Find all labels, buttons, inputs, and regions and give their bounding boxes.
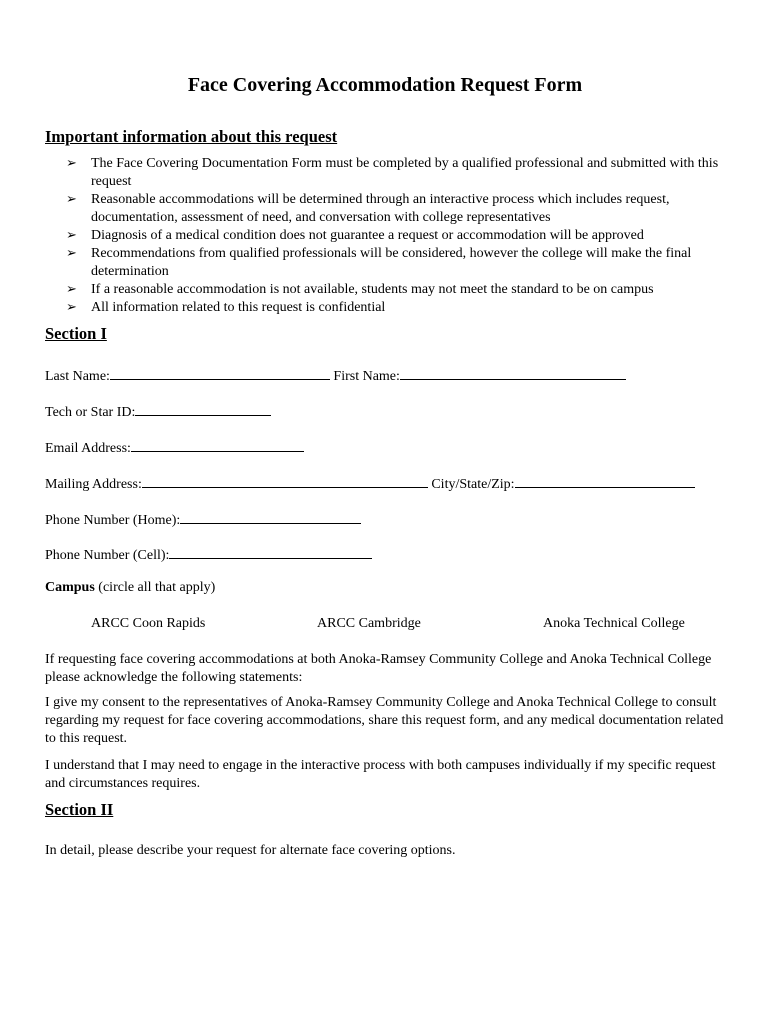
last-name-label: Last Name: <box>45 369 110 384</box>
email-label: Email Address: <box>45 441 131 456</box>
list-item: ➢ Reasonable accommodations will be determined through an interactive process which includes request, documentation, assessment of need, and conversation with college representatives <box>66 192 670 225</box>
section-2-prompt: In detail, please describe your request for alternate face covering options. <box>45 843 456 858</box>
arrow-bullet-icon: ➢ <box>66 228 77 243</box>
arrow-bullet-icon: ➢ <box>66 282 77 297</box>
form-title: Face Covering Accommodation Request Form <box>187 74 583 96</box>
section-2-heading: Section II <box>45 800 114 819</box>
section-1-heading: Section I <box>45 324 107 343</box>
campus-row <box>45 580 215 596</box>
phone-home-row <box>45 510 361 529</box>
campus-hint: (circle all that apply) <box>94 580 216 595</box>
name-row <box>45 366 626 385</box>
phone-cell-field[interactable] <box>169 545 372 559</box>
list-item: ➢ All information related to this request is confidential <box>66 300 386 315</box>
first-name-field[interactable] <box>400 366 626 380</box>
mailing-address-field[interactable] <box>142 474 428 488</box>
phone-cell-row <box>45 545 372 564</box>
campus-label: Campus <box>45 580 95 595</box>
arrow-bullet-icon: ➢ <box>66 156 77 171</box>
arrow-bullet-icon: ➢ <box>66 246 77 261</box>
tech-id-label: Tech or Star ID: <box>45 405 136 420</box>
mailing-address-label: Mailing Address: <box>45 477 142 492</box>
tech-id-field[interactable] <box>135 402 271 416</box>
arrow-bullet-icon: ➢ <box>66 192 77 207</box>
first-name-label: First Name: <box>333 369 400 384</box>
arrow-bullet-icon: ➢ <box>66 300 77 315</box>
both-campuses-paragraph: If requesting face covering accommodations at both Anoka-Ramsey Community College and Anoka Technical College please acknowledge the following statements: <box>45 652 712 685</box>
last-name-field[interactable] <box>110 366 330 380</box>
phone-home-field[interactable] <box>180 510 361 524</box>
list-item: ➢ Recommendations from qualified professionals will be considered, however the college will make the final determination <box>66 246 692 279</box>
city-state-zip-label: City/State/Zip: <box>431 477 515 492</box>
understanding-paragraph: I understand that I may need to engage in the interactive process with both campuses individually if my specific request and circumstances requires. <box>45 758 716 791</box>
campus-option-anoka-technical[interactable]: Anoka Technical College <box>543 616 685 631</box>
info-bullet-list <box>66 155 726 317</box>
list-item: ➢ The Face Covering Documentation Form must be completed by a qualified professional and submitted with this request <box>66 156 719 189</box>
campus-option-coon-rapids[interactable]: ARCC Coon Rapids <box>91 616 206 631</box>
info-heading: Important information about this request <box>45 127 338 146</box>
phone-cell-label: Phone Number (Cell): <box>45 548 170 563</box>
email-field[interactable] <box>131 438 304 452</box>
list-item: ➢ Diagnosis of a medical condition does not guarantee a request or accommodation will be approved <box>66 228 644 243</box>
address-row <box>45 474 695 493</box>
consent-paragraph: I give my consent to the representatives of Anoka-Ramsey Community College and Anoka Technical College to consult regarding my request for face covering accommodations, share this request form, and any medical documentation related to this request. <box>45 695 724 746</box>
city-state-zip-field[interactable] <box>515 474 695 488</box>
list-item: ➢ If a reasonable accommodation is not available, students may not meet the standard to be on campus <box>66 282 654 297</box>
phone-home-label: Phone Number (Home): <box>45 513 181 528</box>
tech-id-row <box>45 402 271 421</box>
email-row <box>45 438 304 457</box>
campus-option-cambridge[interactable]: ARCC Cambridge <box>317 616 421 631</box>
